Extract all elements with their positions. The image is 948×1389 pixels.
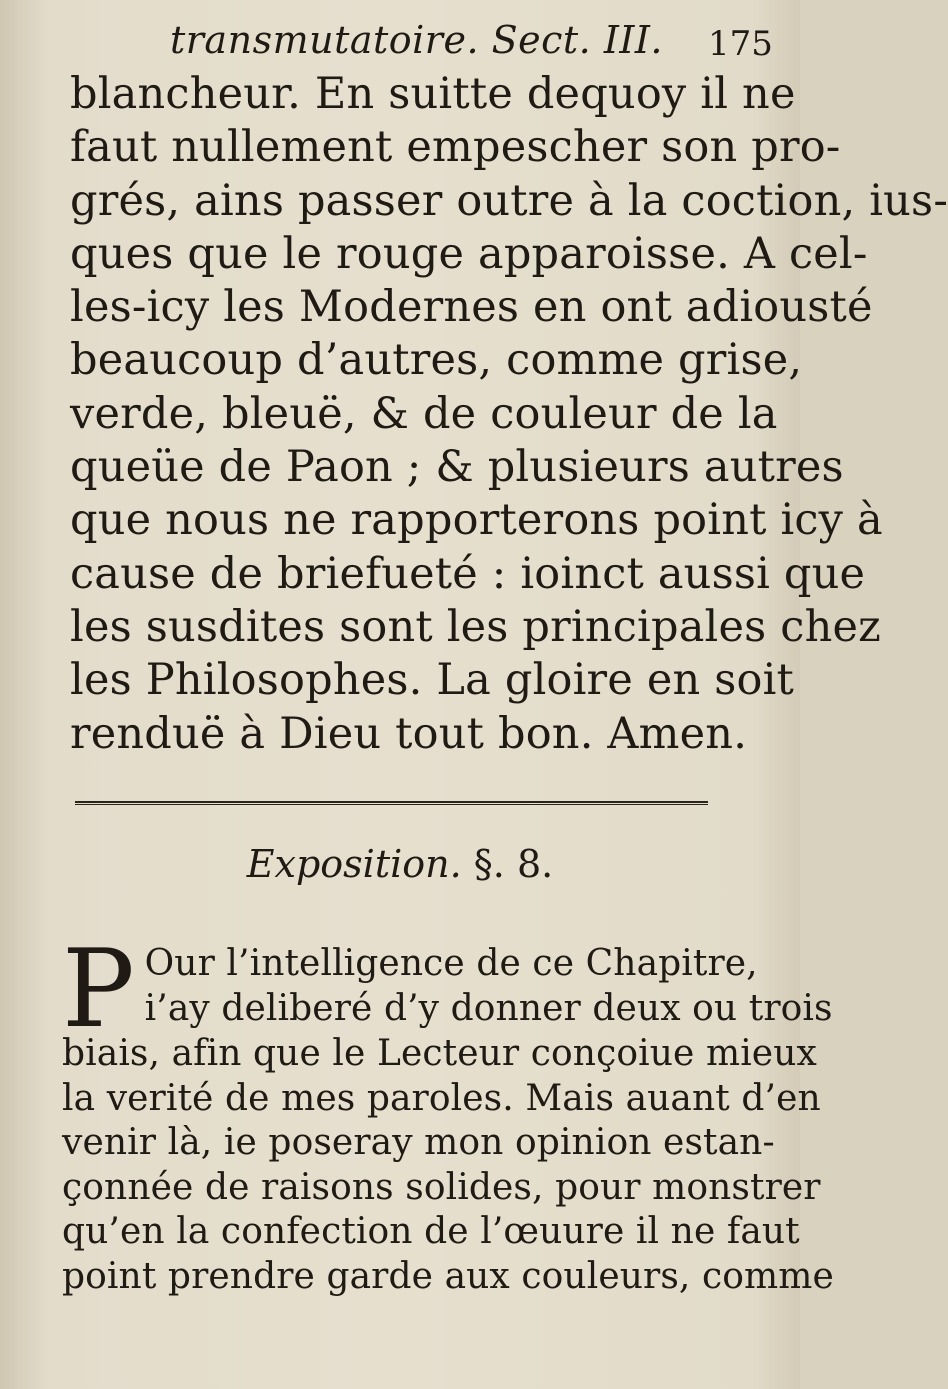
section-heading	[0, 842, 800, 886]
text-line: venir là, ie poseray mon opinion estan-	[62, 1122, 775, 1163]
text-line: i’ay deliberé d’y donner deux ou trois	[144, 987, 833, 1029]
text-line: que nous ne rapporterons point icy à	[70, 495, 883, 546]
paragraph-continued	[70, 68, 948, 761]
text-line: beaucoup d’autres, comme grise,	[70, 335, 803, 386]
running-title: transmutatoire. Sect. III.	[170, 18, 663, 62]
page-number: 175	[708, 24, 773, 64]
text-line: les susdites sont les principales chez	[70, 601, 881, 652]
text-line: les-icy les Modernes en ont adiousté	[70, 282, 873, 333]
text-line: blancheur. En suitte dequoy il ne	[70, 69, 796, 119]
text-line: Our l’intelligence de ce Chapitre,	[144, 943, 758, 984]
text-line: grés, ains passer outre à la coction, ius-	[70, 175, 948, 226]
text-line: renduë à Dieu tout bon. Amen.	[70, 708, 748, 759]
text-line: çonnée de raisons solides, pour monstrer	[62, 1166, 821, 1208]
text-line: les Philosophes. La gloire en soit	[70, 655, 795, 706]
text-line: verde, bleuë, & de couleur de la	[70, 388, 778, 439]
section-paragraph	[62, 927, 834, 1299]
text-line: la verité de mes paroles. Mais auant d’en	[62, 1077, 821, 1119]
running-head	[0, 14, 800, 64]
text-line: biais, afin que le Lecteur conçoiue mieux	[62, 1033, 817, 1074]
text-line: qu’en la confection de l’œuure il ne faut	[62, 1211, 800, 1252]
section-divider	[75, 801, 708, 805]
text-line: ques que le rouge apparoisse. A cel-	[70, 228, 868, 279]
section-title: Exposition.	[246, 842, 462, 886]
text-line: faut nullement empescher son pro-	[70, 122, 841, 173]
text-line: queüe de Paon ; & plusieurs autres	[70, 442, 844, 493]
section-number: §. 8.	[473, 842, 554, 886]
text-line: cause de briefueté : ioinct aussi que	[70, 548, 866, 599]
text-line: point prendre garde aux couleurs, comme	[62, 1255, 834, 1297]
drop-cap: P	[62, 927, 135, 1052]
